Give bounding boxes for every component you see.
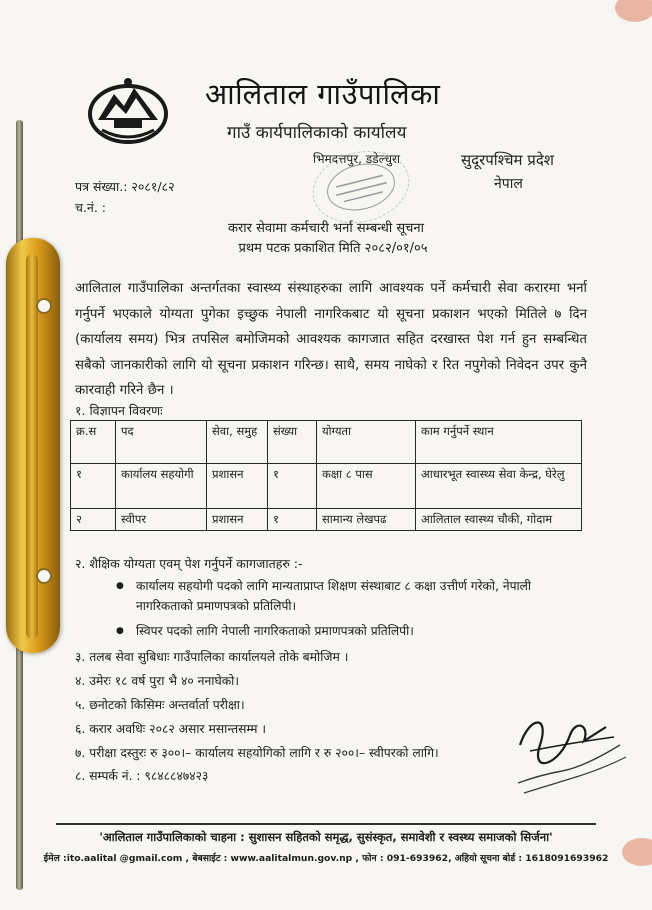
binder-hole: [36, 298, 52, 314]
footer-slogan: 'आलिताल गाउँपालिकाको चाहना : सुशासन सहितको समृद्ध, सुसंस्कृत, समावेशी र स्वस्थ्य समाजको सिर्जना': [99, 830, 553, 844]
nepal-emblem-icon: [84, 74, 172, 146]
table-cell: आलिताल स्वास्थ्य चौकी, गोदाम: [416, 509, 582, 531]
header-cell-qualification: योग्यता: [317, 421, 416, 464]
table-cell: कक्षा ८ पास: [317, 464, 416, 509]
binder-hole: [36, 568, 52, 584]
table-cell: प्रशासन: [207, 464, 268, 509]
table-cell: १: [71, 464, 116, 509]
table-cell: १: [268, 509, 317, 531]
footer-divider: [56, 823, 596, 825]
header-cell-count: संख्या: [268, 421, 317, 464]
contact-number: ८. सम्पर्क नं. : ९८४८८४७४२३: [75, 769, 209, 783]
table-row: [71, 509, 582, 531]
table-cell: कार्यालय सहयोगी: [116, 464, 207, 509]
reference-number: पत्र संख्या.: २०८१/८२: [75, 179, 175, 194]
header-cell-service: सेवा, समुह: [207, 421, 268, 464]
document-requirements-list: [116, 576, 576, 646]
table-row: [71, 464, 582, 509]
notice-date: प्रथम पटक प्रकाशित मिति २०८२/०१/०५: [238, 241, 428, 256]
list-item: ● स्विपर पदको लागि नेपाली नागरिकताको प्रमाणपत्रको प्रतिलिपी।: [116, 621, 576, 641]
header-cell-workplace: काम गर्नुपर्ने स्थान: [416, 421, 582, 464]
age-clause: ४. उमेरः १८ वर्ष पुरा भै ४० ननाघेको।: [75, 674, 240, 688]
exam-fee-clause: ७. परीक्षा दस्तुरः रु ३००।– कार्यालय सहयोगिको लागि र रु २००।– स्वीपरको लागि।: [75, 746, 439, 760]
header-cell-serial: क्र.स: [71, 421, 116, 464]
province-name: सुदूरपश्चिम प्रदेश: [461, 151, 554, 169]
table-cell: स्वीपर: [116, 509, 207, 531]
notice-title: करार सेवामा कर्मचारी भर्ना सम्बन्धी सूचना: [228, 221, 424, 236]
page-title: आलिताल गाउँपालिका: [205, 77, 441, 111]
notice-paragraph: आलिताल गाउँपालिका अन्तर्गतका स्वास्थ्य संस्थाहरुका लागि आवश्यक पर्ने कर्मचारी सेवा करारमा भर्ना गर्नुपर्ने भएकाले योग्यता पुगेका इच्छुक नेपाली नागरिकबाट यो सूचना प्रकाशन भएको मितिले ७ दिन (कार्यालय समय) भित्र तपसिल बमोजिमको आवश्यक कागजात सहित दरखास्त पेश गर्न हुन सम्बन्धित सबैको जानकारीको लागि यो सूचना प्रकाशन गरिन्छ। साथै, समय नाघेको र रित नपुगेको निवेदन उपर कुनै कारवाही गरिने छैन ।: [75, 281, 587, 398]
dispatch-number: च.नं. :: [75, 200, 107, 215]
section-2-heading: २. शैक्षिक योग्यता एवम् पेश गर्नुपर्ने कागजातहरु :-: [75, 556, 303, 571]
list-item: ● कार्यालय सहयोगी पदको लागि मान्यताप्राप्त शिक्षण संस्थाबाट ८ कक्षा उत्तीर्ण गरेको, नेपाली नागरिकताको प्रमाणपत्रको प्रतिलिपी।: [116, 576, 576, 616]
table-cell: १: [268, 464, 317, 509]
contract-period-clause: ६. करार अवधिः २०८२ असार मसान्तसम्म ।: [75, 722, 267, 736]
salary-clause: ३. तलब सेवा सुबिधाः गाउँपालिका कार्यालयले तोके बमोजिम ।: [75, 650, 349, 664]
office-address: भिमदत्तपुर, डडेल्धुरा: [313, 152, 400, 166]
selection-clause: ५. छनोटको किसिमः अन्तर्वार्ता परीक्षा।: [75, 698, 245, 712]
table-header-row: [71, 421, 582, 464]
table-cell: प्रशासन: [207, 509, 268, 531]
vacancy-table: [70, 420, 582, 531]
table-cell: आधारभूत स्वास्थ्य सेवा केन्द्र, घेरेलु: [416, 464, 582, 509]
table-cell: सामान्य लेखपढ: [317, 509, 416, 531]
footer-contact-info: ईमेल :ito.aalital @gmail.com , बेबसाईट : www.aalitalmun.gov.np , फोन : 091-693962, अहियो सूचना बोर्ड : 1618091693962: [43, 853, 609, 864]
country-name: नेपाल: [494, 176, 523, 192]
section-1-heading: १. विज्ञापन विवरणः: [75, 403, 163, 418]
table-cell: २: [71, 509, 116, 531]
file-binder-clip: [6, 238, 60, 653]
officer-signature-icon: [510, 705, 630, 800]
office-subtitle: गाउँ कार्यपालिकाको कार्यालय: [227, 123, 407, 143]
header-cell-post: पद: [116, 421, 207, 464]
